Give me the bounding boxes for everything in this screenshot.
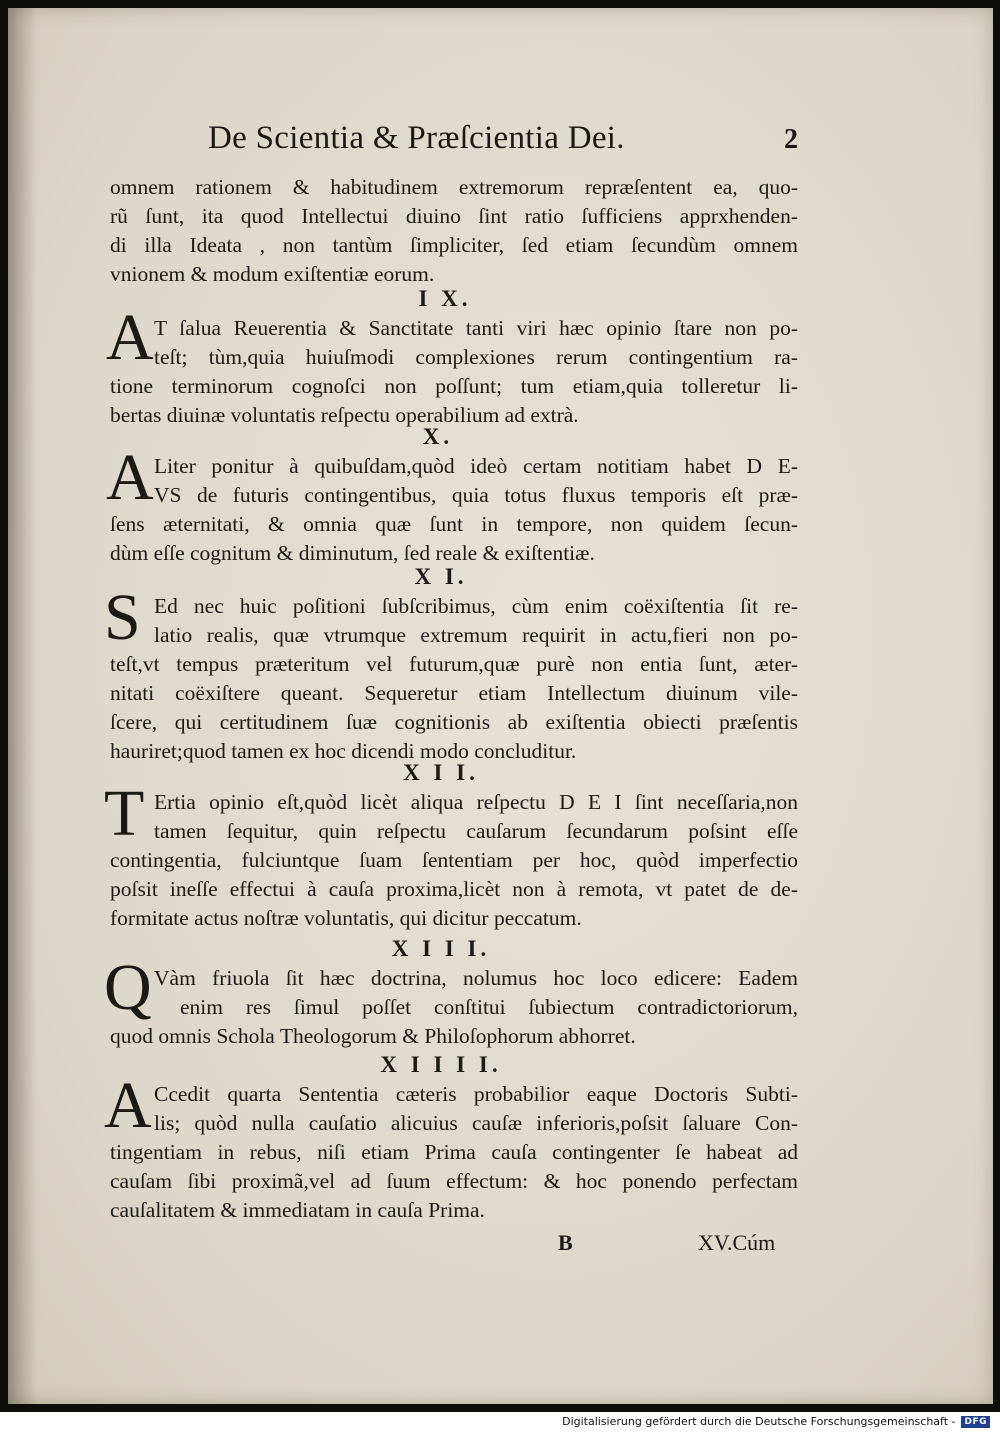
credit-text: Digitalisierung gefördert durch die Deutsche Forschungsgemeinschaft -: [562, 1415, 956, 1428]
text-line: vnionem & modum exiſtentiæ eorum.: [110, 262, 435, 286]
text-line: poſsit ineſſe effectui à cauſa proxima,licèt non à remota, vt patet de de-: [110, 877, 798, 901]
drop-cap: A: [104, 1069, 152, 1142]
page-number: 2: [784, 124, 798, 155]
section-numeral: I X.: [418, 286, 472, 311]
text-line: teſt; tùm,quia huiuſmodi complexiones rerum contingentium ra-: [154, 345, 798, 369]
text-line: cauſam ſibi proximã,vel ad ſuum effectum: & hoc ponendo perfectam: [110, 1169, 798, 1193]
book-page: [8, 8, 993, 1404]
text-line: Ed nec huic poſitioni ſubſcribimus, cùm enim coëxiſtentia ſit re-: [154, 594, 798, 618]
text-line: bertas diuinæ voluntatis reſpectu operabilium ad extrà.: [110, 403, 579, 427]
drop-cap: A: [106, 441, 154, 514]
text-line: cauſalitatem & immediatam in cauſa Prima.: [110, 1198, 485, 1222]
paragraph-ix: [110, 314, 798, 430]
signature-mark: B: [558, 1230, 573, 1255]
funding-credit: [562, 1413, 990, 1430]
text-line: tamen ſequitur, quin reſpectu cauſarum ſecundarum poſsint eſſe: [154, 819, 798, 843]
drop-cap: S: [104, 581, 141, 654]
text-line: quod omnis Schola Theologorum & Philoſophorum abhorret.: [110, 1024, 636, 1048]
paragraph-xi: [110, 592, 798, 766]
drop-cap: T: [104, 777, 145, 850]
text-line: lis; quòd nulla cauſatio alicuius cauſæ inferioris,poſsit ſaluare Con-: [154, 1111, 798, 1135]
text-line: Liter ponitur à quibuſdam,quòd ideò certam notitiam habet D E-: [154, 454, 798, 478]
section-numeral: X.: [422, 424, 454, 449]
section-numeral: X I.: [414, 564, 468, 589]
paragraph-xiii: [110, 964, 798, 1051]
dfg-logo: DFG: [961, 1416, 990, 1428]
paragraph-continuation: [110, 173, 798, 289]
text-line: VS de futuris contingentibus, quia totus fluxus temporis eſt præ-: [154, 483, 798, 507]
text-line: ſens æternitati, & omnia quæ ſunt in tempore, non quidem ſecun-: [110, 512, 798, 536]
text-line: omnem rationem & habitudinem extremorum repræſentent ea, quo-: [110, 175, 798, 199]
text-line: Ertia opinio eſt,quòd licèt aliqua reſpectu D E I ſint neceſſaria,non: [154, 790, 798, 814]
text-line: enim res ſimul poſſet conſtitui ſubiectum contradictoriorum,: [180, 995, 798, 1019]
section-numeral: X I I I I.: [380, 1052, 502, 1077]
paragraph-x: [110, 452, 798, 568]
running-title: De Scientia & Præſcientia Dei.: [208, 120, 625, 156]
text-line: Vàm friuola ſit hæc doctrina, nolumus hoc loco edicere: Eadem: [154, 966, 798, 990]
text-line: hauriret;quod tamen ex hoc dicendi modo concluditur.: [110, 739, 577, 763]
text-line: tione terminorum cognoſci non poſſunt; tum etiam,quia tolleretur li-: [110, 374, 798, 398]
text-line: di illa Ideata , non tantùm ſimpliciter, ſed etiam ſecundùm omnem: [110, 233, 798, 257]
paragraph-xiiii: [110, 1080, 798, 1225]
text-line: nitati coëxiſtere queant. Sequeretur etiam Intellectum diuinum vile-: [110, 681, 798, 705]
section-numeral: X I I I.: [391, 936, 491, 961]
text-line: formitate actus noſtræ voluntatis, qui dicitur peccatum.: [110, 906, 582, 930]
text-line: Ccedit quarta Sententia cæteris probabilior eaque Doctoris Subti-: [154, 1082, 798, 1106]
text-line: ſcere, qui certitudinem ſuæ cognitionis ab exiſtentia obiecti præſentis: [110, 710, 798, 734]
paragraph-xii: [110, 788, 798, 933]
text-line: contingentia, fulciuntque ſuam ſententiam per hoc, quòd imperfectio: [110, 848, 798, 872]
catchword: XV.Cúm: [698, 1230, 776, 1255]
text-line: T ſalua Reuerentia & Sanctitate tanti viri hæc opinio ſtare non po-: [154, 316, 798, 340]
gutter-shadow: [8, 8, 38, 1404]
text-line: latio realis, quæ vtrumque extremum requirit in actu,fieri non po-: [154, 623, 798, 647]
text-line: dùm eſſe cognitum & diminutum, ſed reale & exiſtentiæ.: [110, 541, 595, 565]
drop-cap: Q: [104, 951, 152, 1024]
section-numeral: X I I.: [403, 760, 479, 785]
text-line: tingentiam in rebus, niſi etiam Prima cauſa contingenter ſe habeat ad: [110, 1140, 798, 1164]
text-line: rũ ſunt, ita quod Intellectui diuino ſint ratio ſufficiens apprxhenden-: [110, 204, 798, 228]
page-header: [208, 120, 798, 166]
text-line: teſt,vt tempus præteritum vel futurum,quæ purè non entia ſunt, æter-: [110, 652, 798, 676]
drop-cap: A: [106, 301, 154, 374]
